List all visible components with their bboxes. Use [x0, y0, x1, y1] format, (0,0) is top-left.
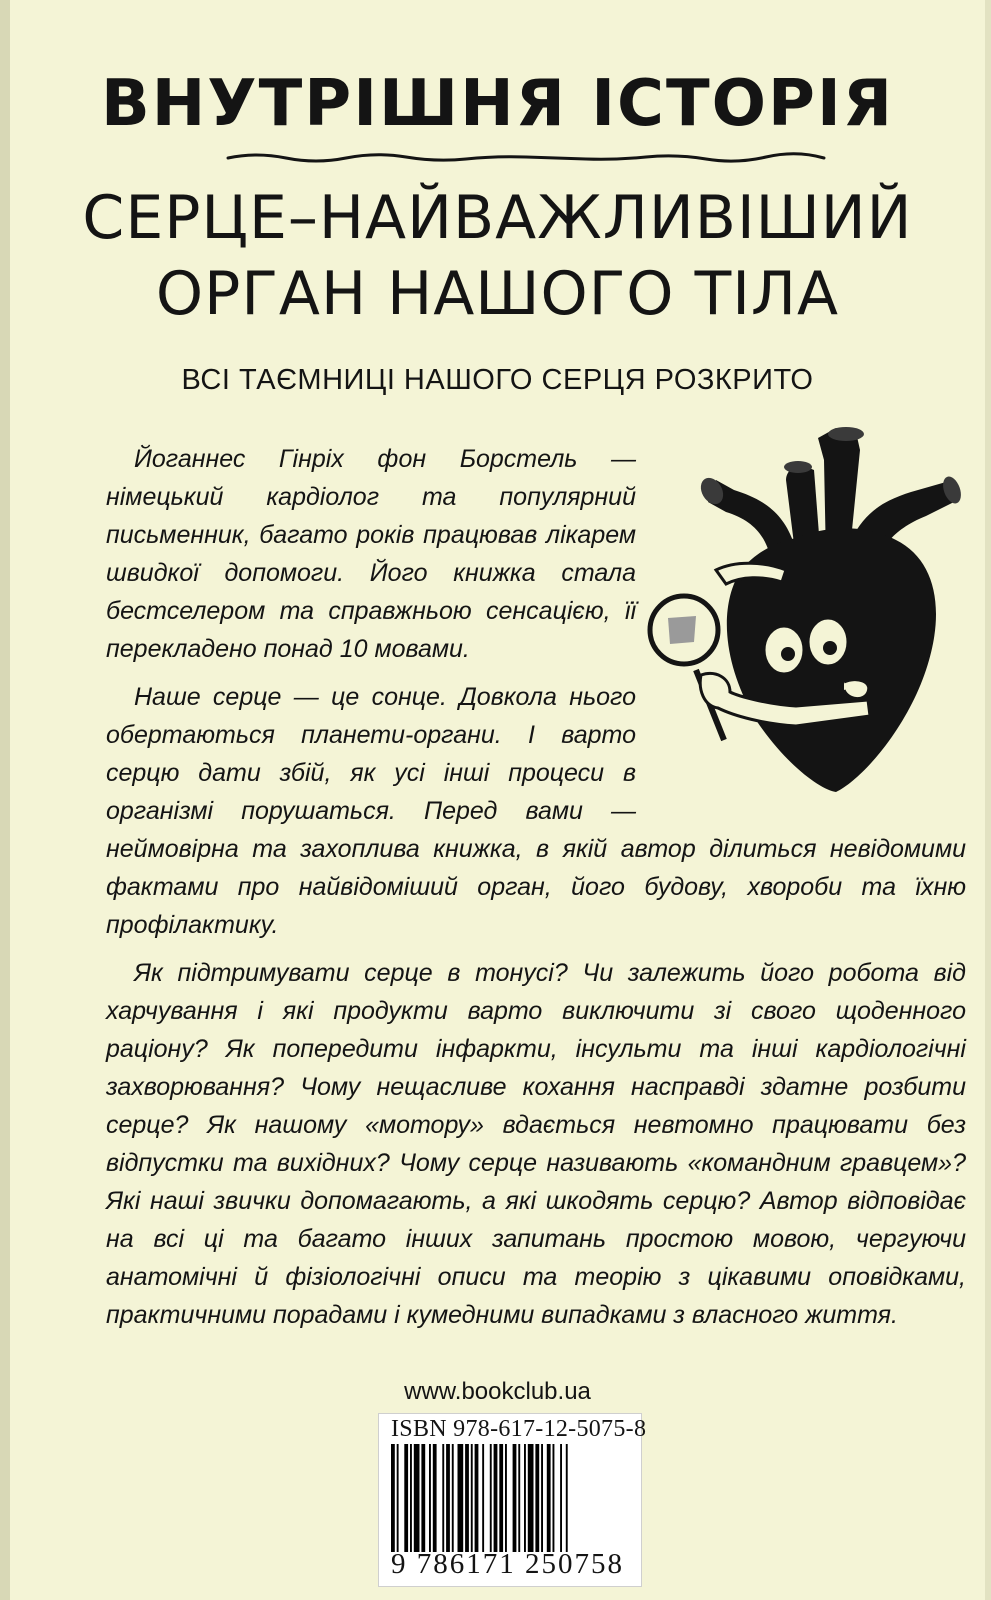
book-title: ВНУТРІШНЯ ІСТОРІЯ: [100, 67, 895, 141]
paragraph-intro: Наше серце — це сонце. Довкола нього обертаються планети-органи. І варто серцю дати збій, як усі інші процеси в організмі порушаться. Перед вами — неймовірна та захоплива книжка, в якій автор ділиться невідомими фактами про найвідоміший орган, його будову, хвороби та їхню профілактику.: [106, 683, 966, 939]
barcode-bar: [414, 1444, 420, 1552]
barcode-bar: [547, 1444, 551, 1552]
publisher-website[interactable]: www.bookclub.ua: [404, 1378, 591, 1405]
title-underline: [226, 148, 826, 168]
barcode-bar: [524, 1444, 526, 1552]
barcode-bar: [482, 1444, 484, 1552]
paragraph-questions: Як підтримувати серце в тонусі? Чи залежить його робота від харчування і які продукти варто виключити зі свого щоденного раціону? Як попередити інфаркти, інсульти та інші кардіологічні захворювання? Чому нещасливе кохання насправді здатне розбити серце? Як нашому «мотору» вдається невтомно працювати без відпустки та вихідних? Чому серце називають «командним гравцем»? Які наші звички допомагають, а які шкодять серцю? Автор відповідає на всі ці та багато інших запитань простою мовою, чергуючи анатомічні й фізіологічні описи та теорію з цікавими оповідками, практичними порадами і кумедними випадками з власного життя.: [106, 959, 966, 1329]
barcode-bar: [465, 1444, 469, 1552]
barcode-bar: [513, 1444, 517, 1552]
isbn-number: ISBN 978-617-12-5075-8: [391, 1416, 647, 1442]
barcode-bar: [410, 1444, 412, 1552]
barcode-bar: [446, 1444, 450, 1552]
barcode-bar: [518, 1444, 520, 1552]
barcode-bar: [397, 1444, 399, 1552]
barcode-bar: [452, 1444, 454, 1552]
barcode-bar: [560, 1444, 562, 1552]
paragraph-author: Йоганнес Гінріх фон Борстель — німецький кардіолог та популярний письменник, багато років працював лікарем швидкої допомоги. Його книжка стала бестселером та справжньою сенсацією, її перекладено понад 10 мовами.: [106, 445, 636, 663]
barcode-bar: [528, 1444, 534, 1552]
barcode-bar: [404, 1444, 408, 1552]
barcode-bar: [535, 1444, 539, 1552]
barcode-bar: [429, 1444, 431, 1552]
barcode-bar: [433, 1444, 437, 1552]
barcode-bar: [421, 1444, 425, 1552]
barcode-bar: [442, 1444, 444, 1552]
barcode-block: [378, 1413, 647, 1587]
barcode-bar: [471, 1444, 473, 1552]
barcode-bars: [389, 1444, 629, 1552]
barcode-bar: [391, 1444, 395, 1552]
barcode-bar: [490, 1444, 492, 1552]
barcode-bar: [458, 1444, 464, 1552]
barcode-bar: [499, 1444, 503, 1552]
barcode-digits: 9 786171 250758: [391, 1548, 624, 1580]
book-subtitle: [10, 180, 985, 332]
barcode-bar: [553, 1444, 555, 1552]
tagline: ВСІ ТАЄМНИЦІ НАШОГО СЕРЦЯ РОЗКРИТО: [181, 364, 814, 396]
barcode-bar: [541, 1444, 543, 1552]
subtitle-line-1: СЕРЦЕ–НАЙВАЖЛИВІШИЙ: [82, 183, 913, 253]
subtitle-line-2: ОРГАН НАШОГО ТІЛА: [155, 259, 840, 329]
barcode-bar: [566, 1444, 568, 1552]
barcode-bar: [475, 1444, 479, 1552]
barcode-bar: [505, 1444, 507, 1552]
description: [106, 440, 966, 1344]
heart-with-magnifier-illustration: [646, 420, 986, 800]
barcode-bar: [494, 1444, 498, 1552]
